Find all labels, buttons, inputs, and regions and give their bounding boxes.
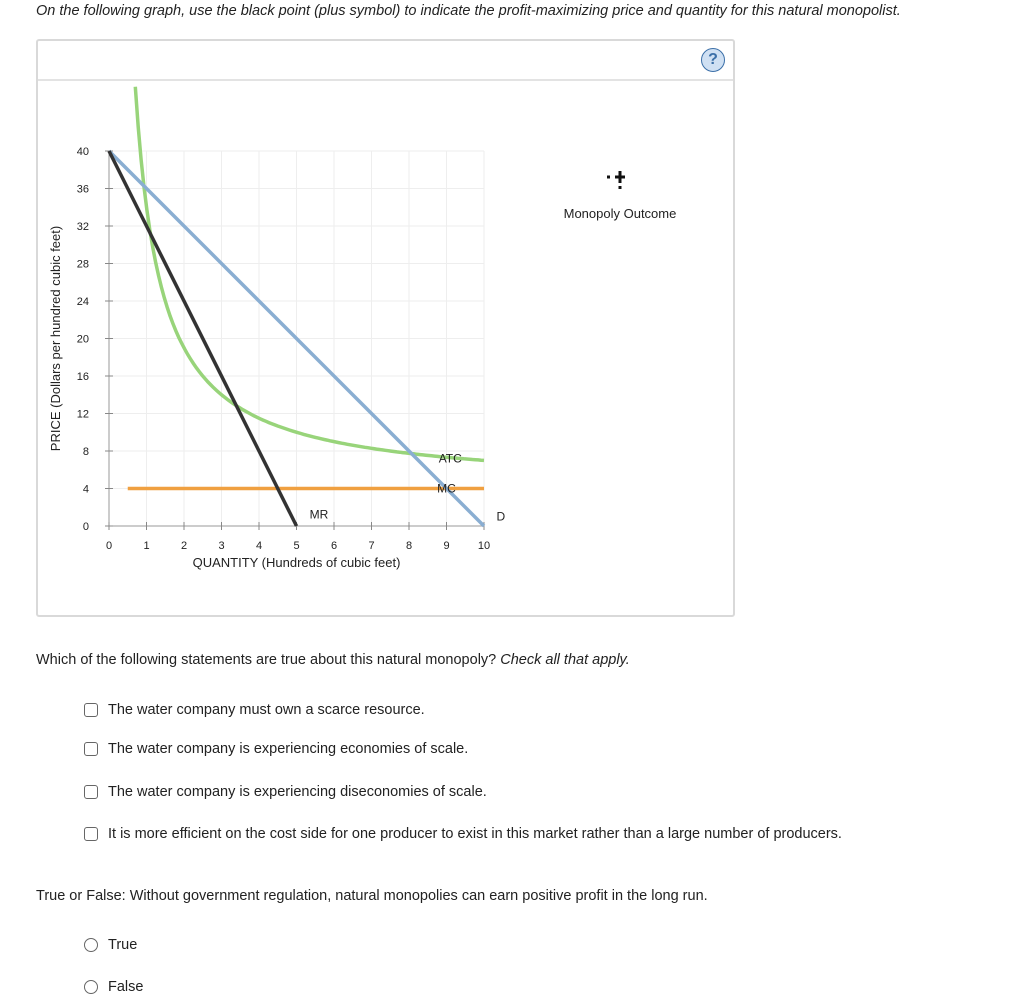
y-tick-label: 40 (76, 146, 89, 158)
y-tick-label: 20 (76, 333, 89, 346)
graph-panel (36, 39, 735, 617)
option-label: True (108, 937, 138, 953)
y-tick-label: 16 (76, 371, 89, 383)
option-label: False (108, 979, 144, 995)
checkbox-option-4[interactable] (84, 826, 842, 842)
y-tick-label: 28 (76, 258, 89, 271)
y-tick-label: 0 (82, 521, 89, 533)
question-1-text: Which of the following statements are true about this natural monopoly? (36, 652, 497, 668)
x-tick-label: 1 (143, 540, 150, 552)
x-tick-label: 8 (405, 540, 413, 552)
checkbox-option-1[interactable] (84, 702, 425, 718)
checkbox-icon[interactable] (84, 827, 98, 841)
x-tick-label: 5 (293, 540, 300, 552)
mc-label: MC (437, 481, 456, 496)
monopoly-chart (38, 41, 733, 615)
radio-icon[interactable] (84, 980, 98, 994)
instruction-text: On the following graph, use the black point (plus symbol) to indicate the profit-maximizing price and quantity for this natural monopolist. (36, 3, 901, 19)
x-axis-title: QUANTITY (Hundreds of cubic feet) (192, 555, 401, 570)
legend-label: Monopoly Outcome (563, 206, 677, 221)
x-tick-label: 10 (477, 540, 491, 552)
help-icon[interactable]: ? (701, 48, 725, 72)
option-label: It is more efficient on the cost side for one producer to exist in this market rather than a large number of producers. (108, 826, 842, 842)
x-tick-label: 6 (330, 540, 338, 552)
y-tick-label: 24 (76, 296, 89, 308)
question-1 (36, 652, 630, 668)
x-tick-label: 4 (255, 540, 263, 552)
radio-option-false[interactable] (84, 979, 143, 995)
y-axis-title: PRICE (Dollars per hundred cubic feet) (48, 225, 63, 452)
legend-dot-icon (619, 186, 622, 189)
radio-icon[interactable] (84, 938, 98, 952)
atc-curve (135, 87, 484, 461)
x-tick-label: 9 (443, 540, 450, 552)
x-tick-label: 3 (218, 540, 225, 552)
checkbox-option-2[interactable] (84, 741, 468, 757)
demand-label: D (496, 509, 506, 524)
mr-label: MR (309, 507, 329, 522)
checkbox-icon[interactable] (84, 785, 98, 799)
y-tick-label: 12 (76, 408, 89, 421)
question-2-text: True or False: Without government regulation, natural monopolies can earn positive profit in the long run. (36, 888, 708, 904)
checkbox-icon[interactable] (84, 742, 98, 756)
option-label: The water company is experiencing diseconomies of scale. (108, 784, 487, 800)
y-tick-label: 32 (76, 221, 89, 233)
checkbox-option-3[interactable] (84, 784, 487, 800)
option-label: The water company is experiencing economies of scale. (108, 741, 469, 757)
option-label: The water company must own a scarce resource. (108, 702, 425, 718)
y-tick-label: 8 (82, 446, 89, 458)
x-tick-label: 2 (180, 540, 188, 552)
y-tick-label: 36 (76, 183, 89, 196)
y-tick-label: 4 (82, 483, 89, 496)
checkbox-icon[interactable] (84, 703, 98, 717)
atc-label: ATC (438, 451, 462, 466)
x-tick-label: 0 (105, 540, 113, 552)
radio-option-true[interactable] (84, 937, 137, 953)
x-tick-label: 7 (368, 540, 375, 552)
question-1-emphasis: Check all that apply. (500, 652, 630, 668)
legend-dot-icon (607, 176, 610, 179)
